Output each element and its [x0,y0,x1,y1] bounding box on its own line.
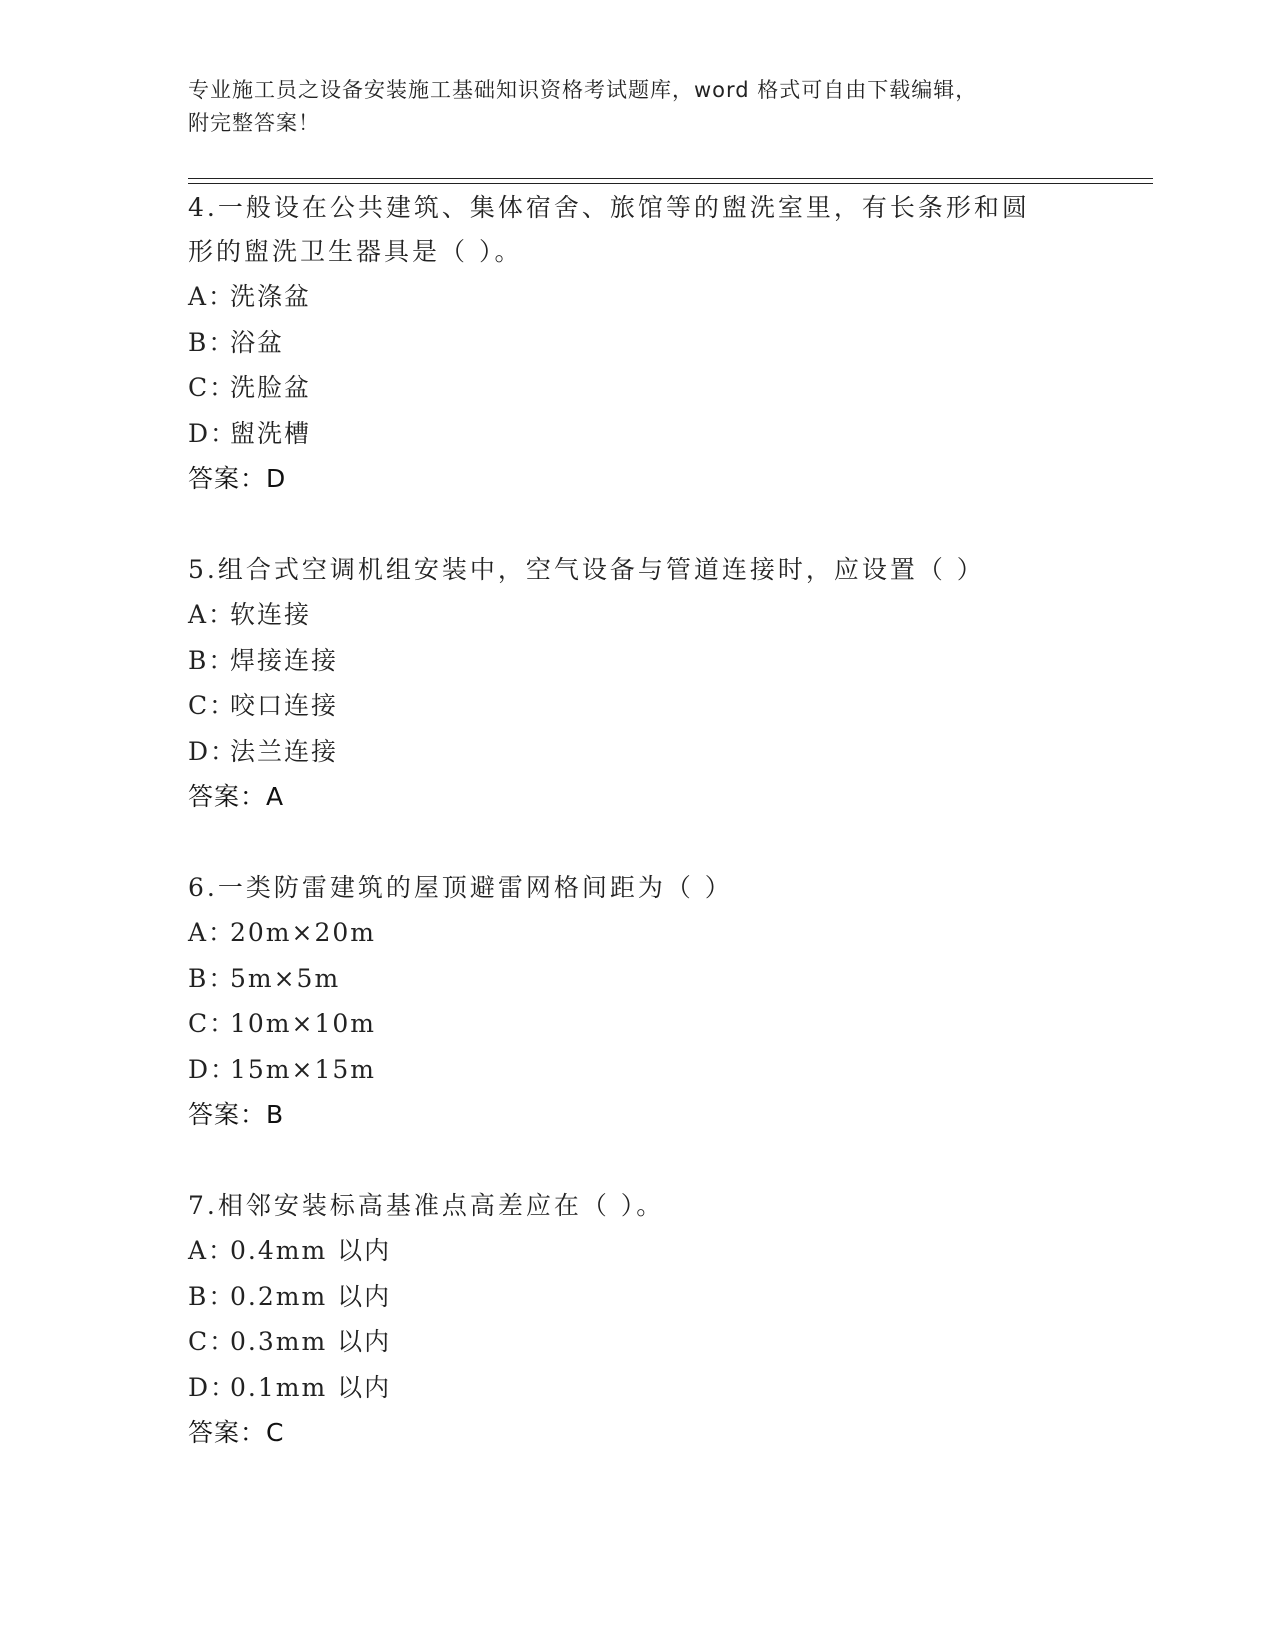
option-c [188,1319,1088,1365]
option-a [188,592,1088,638]
option-key: D： [188,1054,238,1084]
option-text: 法兰连接 [230,736,339,766]
option-text: 0.1mm 以内 [230,1372,392,1402]
option-key: C： [188,691,237,720]
option-key: B： [188,645,236,675]
header-divider-top [188,178,1153,179]
option-a [188,1228,1088,1274]
question-text [188,548,1088,592]
question-7 [188,1184,1088,1456]
option-text: 5m×5m [230,963,341,993]
option-key: A： [188,1236,236,1265]
option-c [188,683,1088,729]
option-text: 0.4mm 以内 [230,1236,392,1265]
option-d [188,1047,1088,1093]
answer: 答案：A [188,782,285,811]
question-line: 6.一类防雷建筑的屋顶避雷网格间距为（ ） [188,873,733,902]
option-key: A： [188,282,236,311]
option-b [188,638,1088,684]
question-text [188,1184,1088,1228]
option-key: D： [188,418,238,448]
option-text: 0.3mm 以内 [230,1327,392,1356]
option-b [188,320,1088,366]
option-text: 浴盆 [230,327,285,357]
question-line: 4.一般设在公共建筑、集体宿舍、旅馆等的盥洗室里，有长条形和圆 [188,193,1030,222]
option-c [188,1001,1088,1047]
option-key: C： [188,1009,237,1038]
option-text: 20m×20m [230,918,376,947]
answer: 答案：C [188,1418,285,1447]
option-text: 盥洗槽 [230,418,312,448]
option-key: C： [188,1327,237,1356]
question-text [188,866,1088,910]
option-key: C： [188,373,237,402]
option-key: A： [188,600,236,629]
option-b [188,1274,1088,1320]
option-key: A： [188,918,236,947]
option-text: 洗脸盆 [230,373,312,402]
option-text: 咬口连接 [230,691,339,720]
option-d [188,411,1088,457]
question-line: 形的盥洗卫生器具是（ ）。 [188,237,523,266]
option-text: 洗涤盆 [230,282,312,311]
question-5 [188,548,1088,820]
option-key: B： [188,1281,236,1311]
question-6 [188,866,1088,1138]
option-text: 15m×15m [230,1054,376,1084]
option-text: 0.2mm 以内 [230,1281,392,1311]
option-c [188,365,1088,411]
header-line-1: 专业施工员之设备安装施工基础知识资格考试题库，word 格式可自由下载编辑， [188,78,978,102]
document-header [188,74,1068,140]
option-b [188,956,1088,1002]
option-key: D： [188,1372,238,1402]
option-a [188,274,1088,320]
question-text [188,186,1088,274]
option-d [188,1365,1088,1411]
option-key: B： [188,963,236,993]
header-line-2: 附完整答案！ [188,111,320,135]
option-a [188,910,1088,956]
answer: 答案：B [188,1100,285,1129]
option-text: 焊接连接 [230,645,339,675]
question-line: 5.组合式空调机组安装中，空气设备与管道连接时，应设置（ ） [188,555,985,584]
option-d [188,729,1088,775]
option-key: D： [188,736,238,766]
option-text: 10m×10m [230,1009,376,1038]
question-line: 7.相邻安装标高基准点高差应在（ ）。 [188,1191,665,1220]
question-4 [188,186,1088,502]
option-text: 软连接 [230,600,312,629]
header-divider-bottom [188,183,1153,184]
answer: 答案：D [188,464,287,493]
option-key: B： [188,327,236,357]
